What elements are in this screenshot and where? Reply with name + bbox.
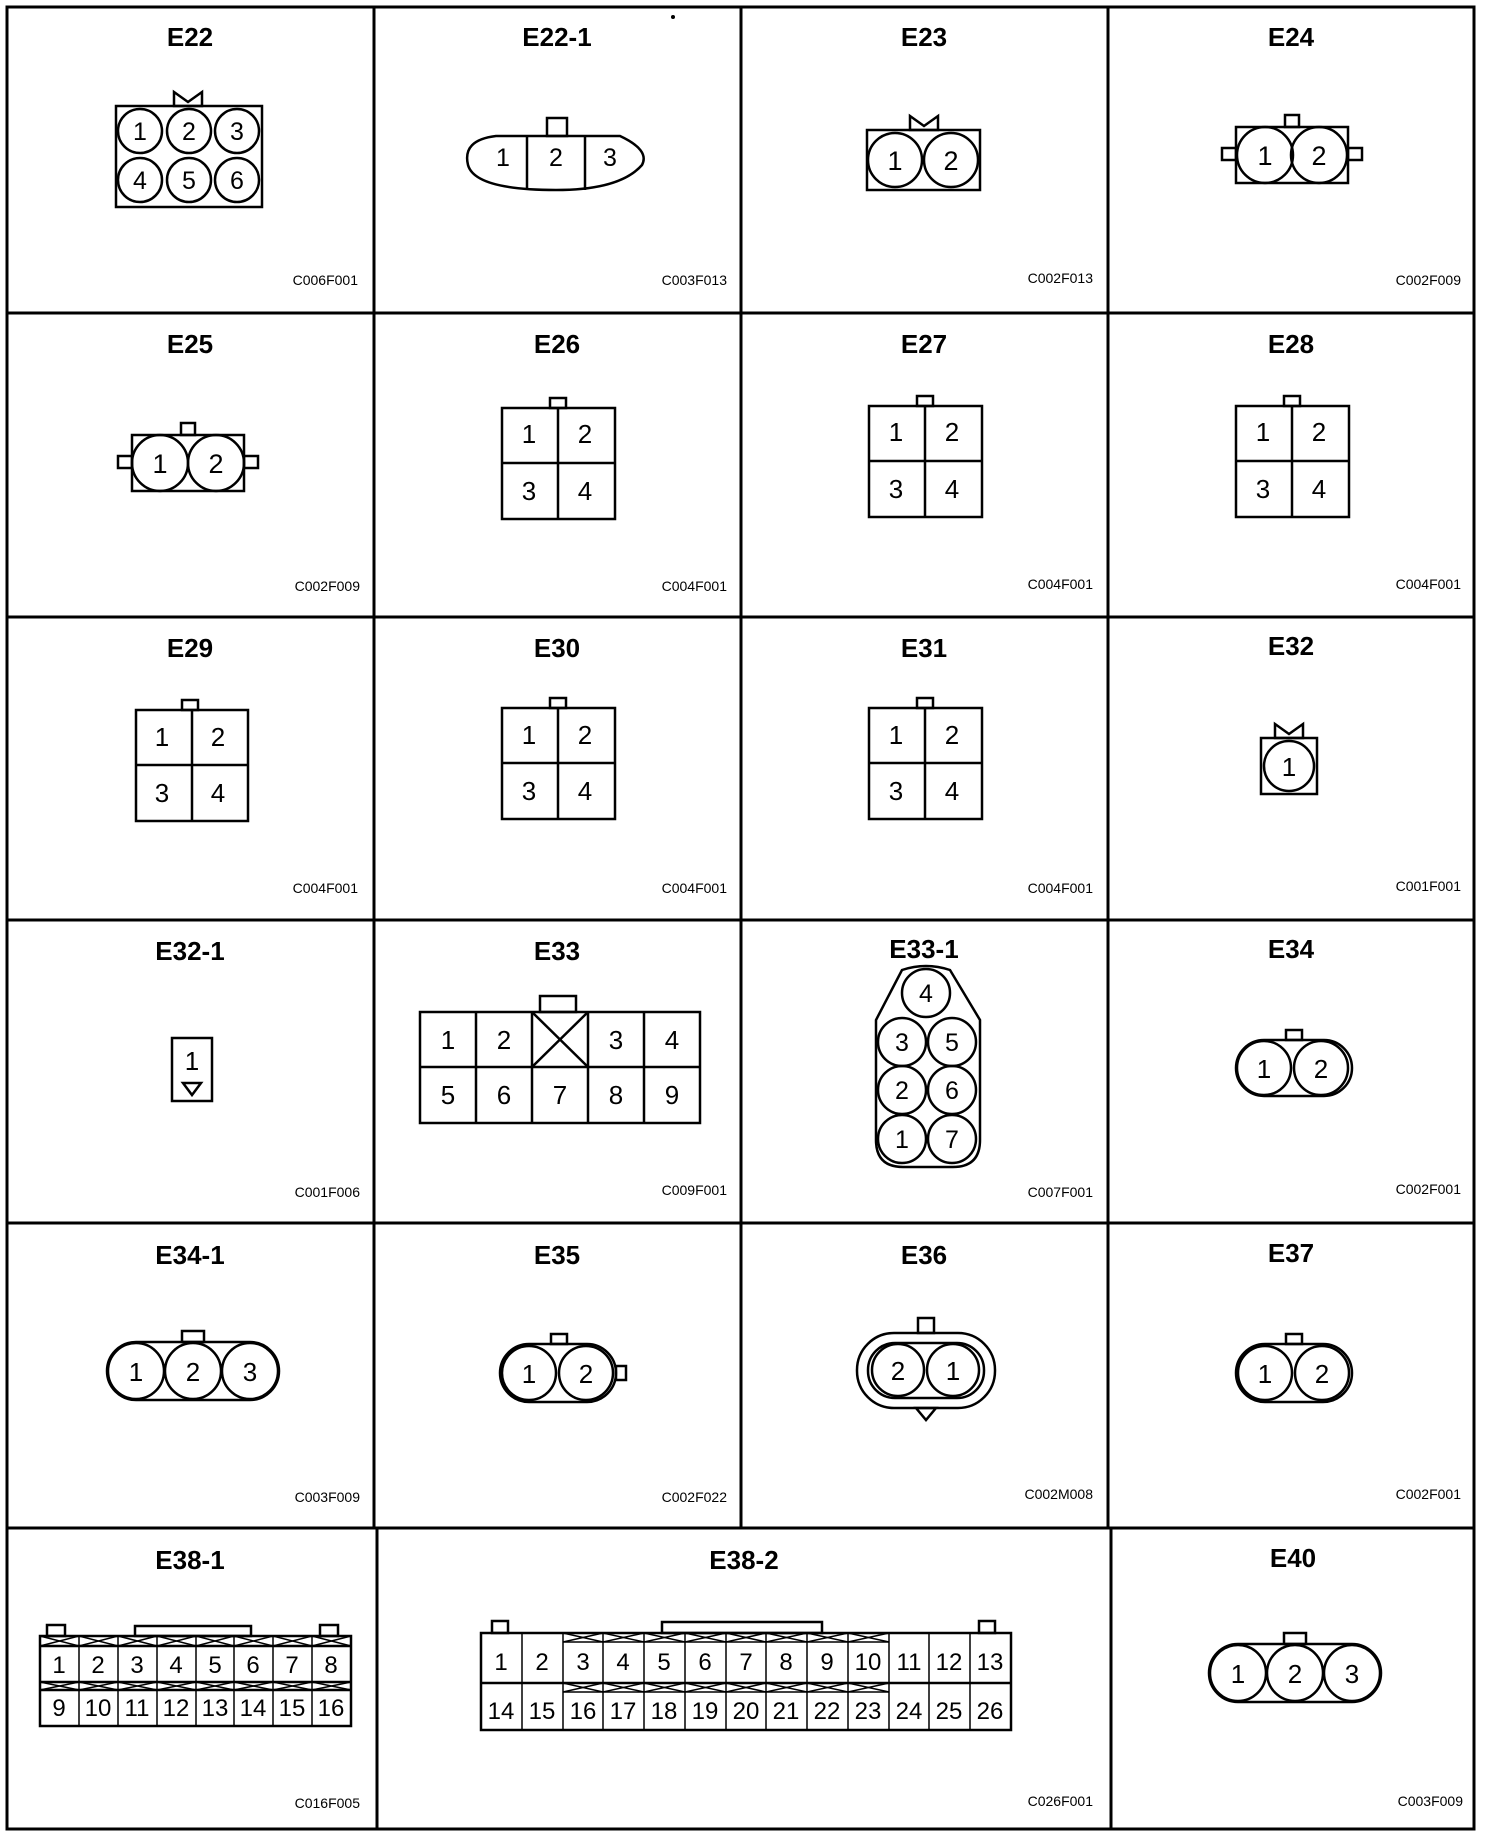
connector-label: E26 xyxy=(533,329,581,359)
svg-text:6: 6 xyxy=(698,1649,712,1676)
svg-text:5: 5 xyxy=(440,1080,456,1110)
svg-text:7: 7 xyxy=(945,1126,959,1154)
svg-text:10: 10 xyxy=(84,1695,112,1722)
connector-code: C004F001 xyxy=(1027,576,1093,592)
svg-text:8: 8 xyxy=(324,1652,338,1679)
connector-label: E27 xyxy=(900,329,948,359)
connector-face-e29 xyxy=(136,700,248,821)
connector-face-e24 xyxy=(1222,115,1362,183)
svg-text:2: 2 xyxy=(577,419,593,449)
svg-text:3: 3 xyxy=(130,1652,144,1679)
connector-face-e23 xyxy=(867,116,980,190)
connector-code: C009F001 xyxy=(661,1182,727,1198)
svg-text:26: 26 xyxy=(976,1698,1004,1725)
connector-label: E33-1 xyxy=(889,934,959,964)
svg-text:4: 4 xyxy=(210,778,226,808)
svg-text:16: 16 xyxy=(569,1698,597,1725)
svg-text:1: 1 xyxy=(1257,141,1273,171)
connector-label: E34-1 xyxy=(155,1240,225,1270)
connector-face-e22-1 xyxy=(467,118,644,190)
svg-text:4: 4 xyxy=(1311,474,1327,504)
svg-text:3: 3 xyxy=(154,778,170,808)
svg-text:14: 14 xyxy=(239,1695,267,1722)
svg-text:2: 2 xyxy=(185,1357,201,1387)
svg-text:24: 24 xyxy=(895,1698,923,1725)
svg-text:1: 1 xyxy=(521,1359,537,1389)
svg-text:2: 2 xyxy=(577,720,593,750)
svg-text:1: 1 xyxy=(184,1046,200,1076)
connector-face-e33-1 xyxy=(876,966,980,1167)
connector-face-e31 xyxy=(869,698,982,819)
svg-text:1: 1 xyxy=(1230,1659,1246,1689)
svg-text:20: 20 xyxy=(732,1698,760,1725)
svg-text:3: 3 xyxy=(1255,474,1271,504)
connector-face-e33 xyxy=(420,996,700,1123)
connector-label: E30 xyxy=(533,633,581,663)
connector-label: E29 xyxy=(166,633,214,663)
svg-text:1: 1 xyxy=(133,118,147,146)
svg-text:1: 1 xyxy=(494,1649,508,1676)
connector-code: C026F001 xyxy=(1027,1793,1093,1809)
connector-face-e38-1 xyxy=(40,1625,351,1726)
svg-text:3: 3 xyxy=(576,1649,590,1676)
svg-text:6: 6 xyxy=(230,167,244,195)
svg-text:2: 2 xyxy=(210,722,226,752)
connector-code: C004F001 xyxy=(292,880,358,896)
connector-face-e25 xyxy=(118,423,258,491)
svg-text:5: 5 xyxy=(945,1029,959,1057)
svg-text:15: 15 xyxy=(278,1695,306,1722)
svg-text:1: 1 xyxy=(895,1126,909,1154)
connector-label: E35 xyxy=(533,1240,581,1270)
svg-text:1: 1 xyxy=(945,1356,961,1386)
connector-label: E40 xyxy=(1269,1543,1317,1573)
connector-label: E25 xyxy=(166,329,214,359)
svg-text:4: 4 xyxy=(664,1025,680,1055)
svg-text:10: 10 xyxy=(854,1649,882,1676)
svg-text:14: 14 xyxy=(487,1698,515,1725)
connector-face-e30 xyxy=(502,698,615,819)
svg-text:6: 6 xyxy=(945,1077,959,1105)
connector-label: E32-1 xyxy=(155,936,225,966)
svg-text:1: 1 xyxy=(128,1357,144,1387)
svg-text:2: 2 xyxy=(1311,141,1327,171)
svg-text:2: 2 xyxy=(895,1077,909,1105)
connector-label: E23 xyxy=(900,22,948,52)
svg-text:1: 1 xyxy=(887,146,903,176)
connector-code: C004F001 xyxy=(1395,576,1461,592)
connector-face-e37 xyxy=(1236,1334,1352,1402)
svg-text:3: 3 xyxy=(242,1357,258,1387)
svg-text:6: 6 xyxy=(246,1652,260,1679)
svg-text:4: 4 xyxy=(577,776,593,806)
svg-text:2: 2 xyxy=(208,449,224,479)
connector-code: C006F001 xyxy=(292,272,358,288)
connector-label: E33 xyxy=(533,936,581,966)
connector-code: C001F001 xyxy=(1395,878,1461,894)
svg-text:2: 2 xyxy=(1287,1659,1303,1689)
svg-text:2: 2 xyxy=(182,118,196,146)
svg-text:4: 4 xyxy=(577,476,593,506)
svg-text:3: 3 xyxy=(521,776,537,806)
connector-label: E22 xyxy=(166,22,214,52)
connector-code: C003F009 xyxy=(1397,1793,1463,1809)
svg-text:2: 2 xyxy=(944,417,960,447)
connector-face-e22 xyxy=(116,92,262,207)
connector-code: C002F001 xyxy=(1395,1486,1461,1502)
svg-text:9: 9 xyxy=(664,1080,680,1110)
connector-code: C002F009 xyxy=(294,578,360,594)
connector-label: E34 xyxy=(1267,934,1315,964)
connector-label: E31 xyxy=(900,633,948,663)
connector-code: C001F006 xyxy=(294,1184,360,1200)
svg-text:17: 17 xyxy=(609,1698,637,1725)
svg-text:5: 5 xyxy=(208,1652,222,1679)
svg-text:25: 25 xyxy=(935,1698,963,1725)
svg-text:2: 2 xyxy=(1313,1054,1329,1084)
connector-face-e40 xyxy=(1209,1633,1381,1702)
connector-label: E28 xyxy=(1267,329,1315,359)
connector-face-e32 xyxy=(1261,724,1317,794)
connector-face-e26 xyxy=(502,398,615,519)
connector-code: C003F013 xyxy=(661,272,727,288)
svg-text:1: 1 xyxy=(521,419,537,449)
connector-code: C002F001 xyxy=(1395,1181,1461,1197)
svg-text:1: 1 xyxy=(1281,752,1297,782)
connector-code: C004F001 xyxy=(661,880,727,896)
svg-text:18: 18 xyxy=(650,1698,678,1725)
connector-label: E38-1 xyxy=(155,1545,225,1575)
connector-code: C016F005 xyxy=(294,1795,360,1811)
svg-text:3: 3 xyxy=(521,476,537,506)
connector-face-e34-1 xyxy=(107,1331,279,1400)
connector-code: C007F001 xyxy=(1027,1184,1093,1200)
connector-label: E38-2 xyxy=(709,1545,779,1575)
connector-code: C002F022 xyxy=(661,1489,727,1505)
svg-text:2: 2 xyxy=(549,144,563,172)
connector-code: C004F001 xyxy=(661,578,727,594)
svg-text:15: 15 xyxy=(528,1698,556,1725)
svg-text:1: 1 xyxy=(52,1652,66,1679)
svg-text:2: 2 xyxy=(944,720,960,750)
connector-face-e38-2 xyxy=(481,1621,1011,1730)
connector-label: E22-1 xyxy=(522,22,592,52)
connector-face-e28 xyxy=(1236,396,1349,517)
svg-text:2: 2 xyxy=(578,1359,594,1389)
connector-label: E37 xyxy=(1267,1238,1315,1268)
connector-face-e32-1 xyxy=(172,1038,212,1101)
svg-text:16: 16 xyxy=(317,1695,345,1722)
svg-text:1: 1 xyxy=(496,144,510,172)
svg-text:23: 23 xyxy=(854,1698,882,1725)
svg-text:3: 3 xyxy=(895,1029,909,1057)
svg-text:3: 3 xyxy=(888,776,904,806)
svg-text:1: 1 xyxy=(1257,1359,1273,1389)
svg-text:1: 1 xyxy=(1256,1054,1272,1084)
connector-code: C002F009 xyxy=(1395,272,1461,288)
svg-text:13: 13 xyxy=(976,1649,1004,1676)
svg-text:12: 12 xyxy=(935,1649,963,1676)
svg-text:22: 22 xyxy=(813,1698,841,1725)
svg-text:2: 2 xyxy=(1311,417,1327,447)
svg-text:4: 4 xyxy=(133,167,147,195)
svg-text:5: 5 xyxy=(657,1649,671,1676)
svg-text:3: 3 xyxy=(603,144,617,172)
svg-text:21: 21 xyxy=(772,1698,800,1725)
svg-text:1: 1 xyxy=(888,720,904,750)
svg-text:4: 4 xyxy=(919,980,933,1008)
connector-code: C003F009 xyxy=(294,1489,360,1505)
svg-text:1: 1 xyxy=(154,722,170,752)
svg-text:2: 2 xyxy=(943,146,959,176)
svg-text:1: 1 xyxy=(521,720,537,750)
svg-text:9: 9 xyxy=(52,1695,66,1722)
svg-text:5: 5 xyxy=(182,167,196,195)
connector-label: E24 xyxy=(1267,22,1315,52)
svg-text:8: 8 xyxy=(608,1080,624,1110)
svg-text:2: 2 xyxy=(91,1652,105,1679)
svg-text:4: 4 xyxy=(169,1652,183,1679)
connector-code: C002F013 xyxy=(1027,270,1093,286)
svg-text:4: 4 xyxy=(944,474,960,504)
svg-text:1: 1 xyxy=(888,417,904,447)
connector-face-e34 xyxy=(1236,1030,1352,1096)
svg-text:1: 1 xyxy=(152,449,168,479)
connector-code: C004F001 xyxy=(1027,880,1093,896)
svg-text:1: 1 xyxy=(440,1025,456,1055)
svg-text:8: 8 xyxy=(779,1649,793,1676)
svg-text:6: 6 xyxy=(496,1080,512,1110)
svg-text:2: 2 xyxy=(1314,1359,1330,1389)
connector-label: E36 xyxy=(900,1240,948,1270)
svg-text:7: 7 xyxy=(739,1649,753,1676)
svg-text:9: 9 xyxy=(820,1649,834,1676)
connector-face-e36 xyxy=(857,1318,995,1420)
svg-text:11: 11 xyxy=(124,1695,150,1722)
svg-text:2: 2 xyxy=(535,1649,549,1676)
connector-code: C002M008 xyxy=(1024,1486,1093,1502)
connector-face-e27 xyxy=(869,396,982,517)
svg-text:3: 3 xyxy=(608,1025,624,1055)
svg-text:11: 11 xyxy=(896,1649,922,1676)
svg-text:3: 3 xyxy=(1344,1659,1360,1689)
svg-text:2: 2 xyxy=(890,1356,906,1386)
stray-dot xyxy=(671,15,675,19)
svg-text:3: 3 xyxy=(888,474,904,504)
svg-text:1: 1 xyxy=(1255,417,1271,447)
svg-text:7: 7 xyxy=(285,1652,299,1679)
svg-text:4: 4 xyxy=(616,1649,630,1676)
svg-text:2: 2 xyxy=(496,1025,512,1055)
connector-label: E32 xyxy=(1267,631,1315,661)
svg-text:4: 4 xyxy=(944,776,960,806)
svg-text:7: 7 xyxy=(552,1080,568,1110)
svg-text:12: 12 xyxy=(162,1695,190,1722)
svg-text:13: 13 xyxy=(201,1695,229,1722)
connector-face-e35 xyxy=(500,1334,626,1402)
svg-text:3: 3 xyxy=(230,118,244,146)
svg-text:19: 19 xyxy=(691,1698,719,1725)
